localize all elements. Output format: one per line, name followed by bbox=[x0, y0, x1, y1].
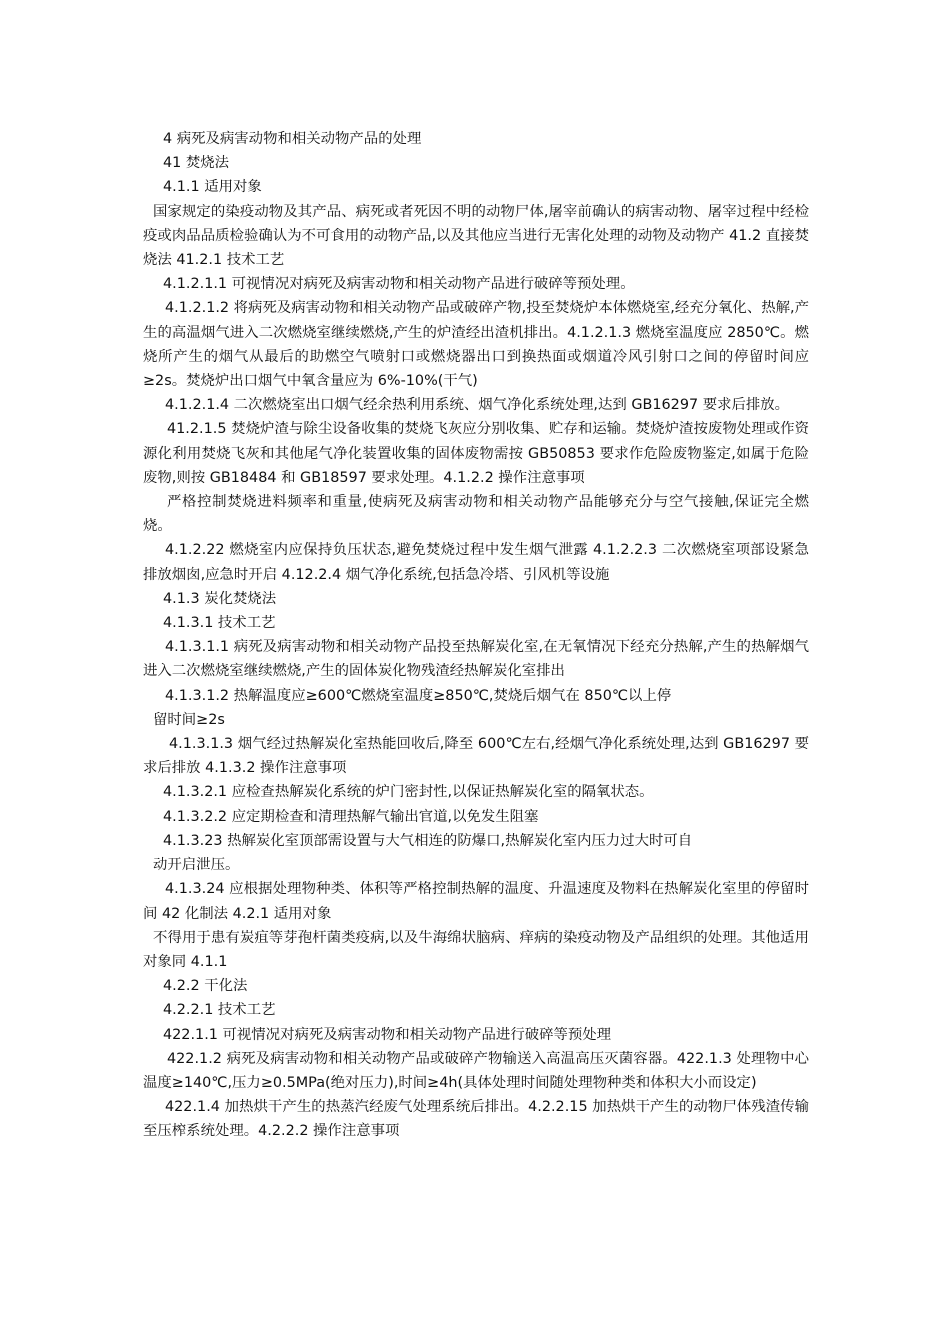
paragraph-4-2-2-1-2: 422.1.2 病死及病害动物和相关动物产品或破碎产物输送入高温高压灭菌容器。422.1.3 处理物中心温度≥140℃,压力≥0.5MPa(绝对压力),时间≥4h(具体处理时间随处理物种类和体积大小而设定) bbox=[143, 1050, 809, 1091]
section-heading-4-1-3: 4.1.3 炭化焚烧法 bbox=[163, 590, 277, 607]
section-heading-4-2-2-1: 4.2.2.1 技术工艺 bbox=[163, 1002, 276, 1019]
paragraph-4-1-3-2-3-cont: 动开启泄压。 bbox=[153, 857, 240, 874]
paragraph-4-1-3-2-3: 4.1.3.23 热解炭化室顶部需设置与大气相连的防爆口,热解炭化室内压力过大时可自 bbox=[163, 832, 693, 849]
paragraph-4-1-2-1-1: 4.1.2.1.1 可视情况对病死及病害动物和相关动物产品进行破碎等预处理。 bbox=[163, 276, 635, 293]
section-heading-4-1-3-1: 4.1.3.1 技术工艺 bbox=[163, 615, 276, 632]
paragraph-4-1-2-1-5: 41.2.1.5 焚烧炉渣与除尘设备收集的焚烧飞灰应分别收集、贮存和运输。焚烧炉渣按废物处理或作资源化利用焚烧飞灰和其他尾气净化装置收集的固体废物需按 GB50853 要求作危险废物鉴定,如属于危险废物,则按 GB18484 和 GB18597 要求处理。4.1.2.2 操作注意事项 bbox=[143, 421, 809, 486]
paragraph-4-2-1-scope: 不得用于患有炭疽等芽孢杆菌类疫病,以及牛海绵状脑病、痒病的染疫动物及产品组织的处理。其他适用对象同 4.1.1 bbox=[143, 929, 809, 970]
paragraph-4-1-2-2-2: 4.1.2.22 燃烧室内应保持负压状态,避免焚烧过程中发生烟气泄露 4.1.2.2.3 二次燃烧室项部设紧急排放烟囱,应急时开启 4.12.2.4 烟气净化系统,包括急冷塔、引风机等设施 bbox=[143, 542, 809, 583]
document-body bbox=[143, 127, 809, 1144]
section-heading-4-1-1: 4.1.1 适用对象 bbox=[163, 179, 262, 196]
paragraph-4-1-3-1-2-cont: 留时间≥2s bbox=[153, 711, 225, 728]
section-heading-4-2-2: 4.2.2 干化法 bbox=[163, 978, 248, 995]
section-heading-4: 4 病死及病害动物和相关动物产品的处理 bbox=[163, 131, 422, 147]
paragraph-4-1-2-1-4: 4.1.2.1.4 二次燃烧室出口烟气经余热利用系统、烟气净化系统处理,达到 GB16297 要求后排放。 bbox=[165, 397, 790, 414]
paragraph-4-1-2-1-2: 4.1.2.1.2 将病死及病害动物和相关动物产品或破碎产物,投至焚烧炉本体燃烧室,经充分氧化、热解,产生的高温烟气进入二次燃烧室继续燃烧,产生的炉渣经出渣机排出。4.1.2.1.3 燃烧室温度应 2850℃。燃烧所产生的烟气从最后的助燃空气喷射口或燃烧器出口到换热面或烟道冷风引射口之间的停留时间应≥2s。焚烧炉出口烟气中氧含量应为 6%-10%(干气) bbox=[143, 300, 809, 390]
paragraph-4-1-3-2-4: 4.1.3.24 应根据处理物种类、体积等严格控制热解的温度、升温速度及物料在热解炭化室里的停留时间 42 化制法 4.2.1 适用对象 bbox=[143, 881, 809, 922]
paragraph-4-2-2-1-1: 422.1.1 可视情况对病死及病害动物和相关动物产品进行破碎等预处理 bbox=[163, 1026, 612, 1043]
paragraph-4-1-3-1-1: 4.1.3.1.1 病死及病害动物和相关动物产品投至热解炭化室,在无氧情况下经充分热解,产生的热解烟气进入二次燃烧室继续燃烧,产生的固体炭化物残渣经热解炭化室排出 bbox=[143, 639, 809, 680]
paragraph-4-1-3-1-2: 4.1.3.1.2 热解温度应≥600℃燃烧室温度≥850℃,焚烧后烟气在 850℃以上停 bbox=[165, 687, 672, 704]
paragraph-4-1-3-2-1: 4.1.3.2.1 应检查热解炭化系统的炉门密封性,以保证热解炭化室的隔氧状态。 bbox=[163, 784, 654, 801]
paragraph-4-2-2-1-4: 422.1.4 加热烘干产生的热蒸汽经废气处理系统后排出。4.2.2.15 加热烘干产生的动物尸体残渣传输至压榨系统处理。4.2.2.2 操作注意事项 bbox=[143, 1099, 809, 1140]
paragraph-scope: 国家规定的染疫动物及其产品、病死或者死因不明的动物尸体,屠宰前确认的病害动物、屠宰过程中经检疫或肉品品质检验确认为不可食用的动物产品,以及其他应当进行无害化处理的动物及动物产 41.2 直接焚烧法 41.2.1 技术工艺 bbox=[143, 203, 809, 269]
paragraph-4-1-3-1-3: 4.1.3.1.3 烟气经过热解炭化室热能回收后,降至 600℃左右,经烟气净化系统处理,达到 GB16297 要求后排放 4.1.3.2 操作注意事项 bbox=[143, 736, 809, 777]
paragraph-feed-control: 严格控制焚烧进料频率和重量,使病死及病害动物和相关动物产品能够充分与空气接触,保证完全燃烧。 bbox=[143, 494, 809, 535]
paragraph-4-1-3-2-2: 4.1.3.2.2 应定期检查和清理热解气输出官道,以免发生阻塞 bbox=[163, 808, 539, 825]
section-heading-4-1: 41 焚烧法 bbox=[163, 155, 230, 172]
